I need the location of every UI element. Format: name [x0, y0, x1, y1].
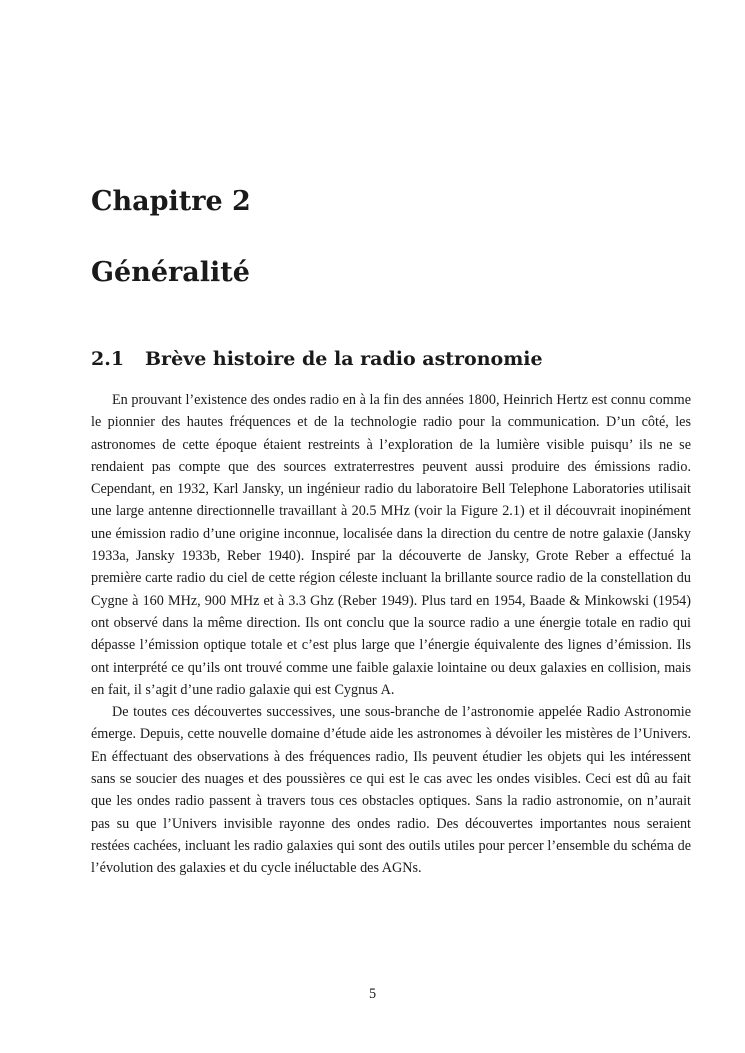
section-title: Brève histoire de la radio astronomie	[145, 348, 543, 370]
body-text	[91, 389, 691, 880]
section-number: 2.1	[91, 348, 125, 370]
page-number: 5	[368, 986, 377, 1002]
paragraph: En prouvant l’existence des ondes radio en à la fin des années 1800, Heinrich Hertz est connu comme le pionnier des hautes fréquences et de la technologie radio pour la communication. D’un côté, les astronomes de cette époque étaient restreints à l’exploration de la lumière visible puisqu’ ils ne se rendaient pas compte que des sources extraterrestres peuvent aussi produire des émissions radio. Cependant, en 1932, Karl Jansky, un ingénieur radio du laboratoire Bell Telephone Laboratories utilisait une large antenne directionnelle travaillant à 20.5 MHz (voir la Figure 2.1) et il découvrait inopinément une émission radio d’une origine inconnue, localisée dans la direction du centre de notre galaxie (Jansky 1933a, Jansky 1933b, Reber 1940). Inspiré par la découverte de Jansky, Grote Reber a effectué la première carte radio du ciel de cette région céleste incluant la brillante source radio de la constellation du Cygne à 160 MHz, 900 MHz et à 3.3 Ghz (Reber 1949). Plus tard en 1954, Baade & Minkowski (1954) ont observé dans la même direction. Ils ont conclu que la source radio a une énergie totale en radio qui dépasse l’émission optique totale et c’est plus large que l’énergie équivalente des lignes d’émission. Ils ont interprété ce qu’ils ont trouvé comme une faible galaxie lointaine ou deux galaxies en collision, mais en fait, il s’agit d’une radio galaxie qui est Cygnus A.	[91, 392, 691, 698]
chapter-label: Chapitre 2	[91, 186, 251, 217]
chapter-title: Généralité	[91, 257, 250, 288]
paragraph: De toutes ces découvertes successives, une sous-branche de l’astronomie appelée Radio Astronomie émerge. Depuis, cette nouvelle domaine d’étude aide les astronomes à dévoiler les mistères de l’Univers. En éffectuant des observations à des fréquences radio, Ils peuvent étudier les objets qui les intéressent sans se soucier des nuages et des poussières ce qui est le cas avec les ondes visibles. Ceci est dû au fait que les ondes radio passent à travers tous ces obstacles optiques. Sans la radio astronomie, on n’aurait pas su que l’Univers invisible rayonne des ondes radio. Des découvertes importantes nous seraient restées cachées, incluant les radio galaxies qui sont des outils utiles pour percer l’ensemble du schéma de l’évolution des galaxies et du cycle inéluctable des AGNs.	[91, 704, 691, 877]
section-heading	[91, 348, 543, 370]
